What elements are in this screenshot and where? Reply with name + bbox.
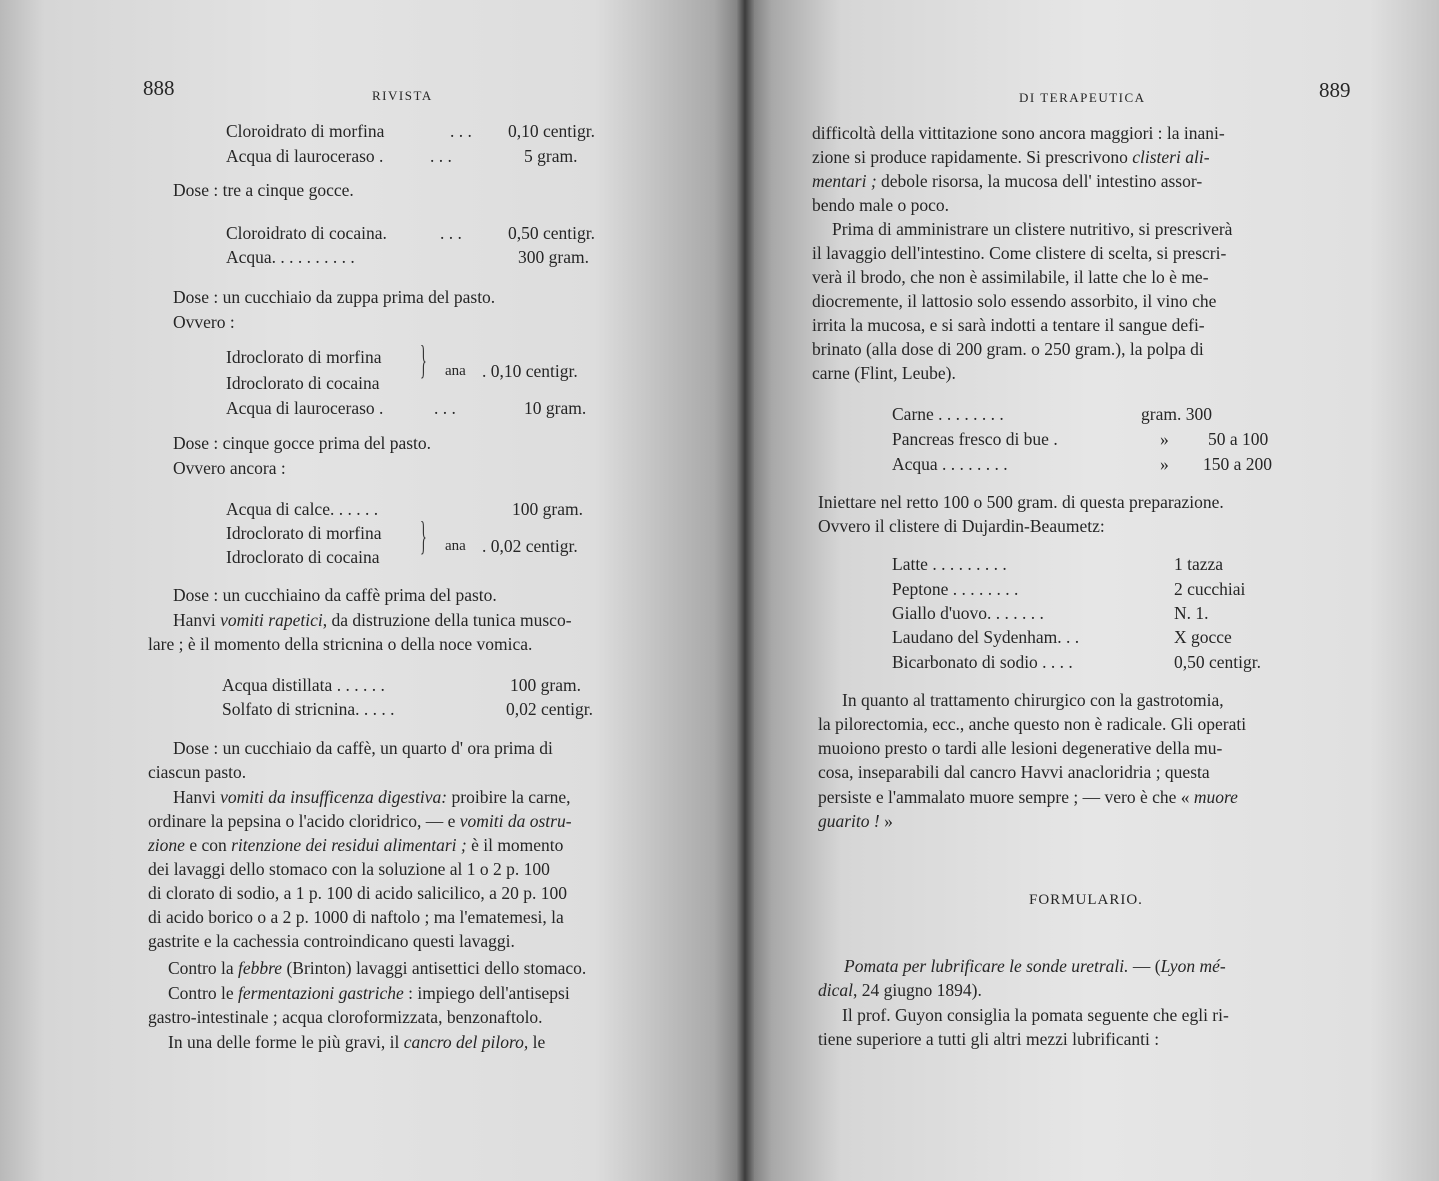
quantity: 0,50 centigr.: [1174, 652, 1261, 672]
text-line: muoiono presto o tardi alle lesioni degenerative della mu-: [818, 738, 1223, 758]
formula-line: Laudano del Sydenham. . .: [892, 627, 1080, 647]
quantity: 100 gram.: [510, 675, 581, 695]
formula-line: Giallo d'uovo. . . . . . .: [892, 603, 1044, 623]
formula-line: Idroclorato di cocaina: [226, 373, 380, 393]
quantity: 150 a 200: [1203, 454, 1273, 474]
text-line: Ovvero il clistere di Dujardin-Beaumetz:: [818, 516, 1105, 536]
text-line: bendo male o poco.: [812, 195, 950, 215]
quantity: gram. 300: [1141, 404, 1212, 424]
quantity: N. 1.: [1174, 603, 1209, 623]
quantity: 50 a 100: [1208, 429, 1269, 449]
quantity: 1 tazza: [1174, 554, 1224, 574]
right-page: [744, 0, 1439, 1181]
text-line: zione e con ritenzione dei residui alimentari ; è il momento: [148, 835, 564, 855]
text-line: guarito ! »: [818, 811, 893, 831]
text-line: carne (Flint, Leube).: [812, 363, 956, 383]
text-line: la pilorectomia, ecc., anche questo non è radicale. Gli operati: [818, 714, 1247, 734]
quantity: 0,02 centigr.: [506, 699, 593, 719]
quantity: 2 cucchiai: [1174, 579, 1246, 599]
running-head: RIVISTA: [372, 88, 433, 103]
text-line: ordinare la pepsina o l'acido cloridrico, — e vomiti da ostru-: [148, 811, 572, 831]
text-line: il lavaggio dell'intestino. Come clistere di scelta, si prescri-: [812, 243, 1227, 263]
text-line: dical, 24 giugno 1894).: [818, 980, 982, 1000]
formula-line: Acqua distillata . . . . . .: [222, 675, 385, 695]
formula-line: Acqua di lauroceraso .: [226, 146, 384, 166]
quantity: . 0,10 centigr.: [482, 361, 578, 381]
text-line: tiene superiore a tutti gli altri mezzi lubrificanti :: [818, 1029, 1160, 1049]
text-line: gastro-intestinale ; acqua cloroformizzata, benzonaftolo.: [148, 1007, 543, 1027]
text-line: mentari ; debole risorsa, la mucosa dell' intestino assor-: [812, 171, 1203, 191]
formula-line: Solfato di stricnina. . . . .: [222, 699, 395, 719]
quantity: 0,10 centigr.: [508, 121, 595, 141]
quantity: 300 gram.: [518, 247, 589, 267]
ditto-mark: »: [1160, 429, 1169, 449]
page-number: 889: [1319, 78, 1351, 102]
dose-line: Dose : cinque gocce prima del pasto.: [173, 433, 432, 453]
section-title: FORMULARIO.: [1029, 892, 1143, 908]
brace: }: [420, 337, 427, 382]
text-line: Ovvero ancora :: [173, 458, 286, 478]
brace: }: [420, 513, 427, 558]
text-line: In una delle forme le più gravi, il cancro del piloro, le: [168, 1032, 546, 1052]
leader-dots: . . .: [440, 223, 462, 243]
text-line: Hanvi vomiti da insufficenza digestiva: proibire la carne,: [173, 787, 571, 807]
formula-line: Acqua di lauroceraso .: [226, 398, 384, 418]
ana-label: ana: [445, 538, 466, 554]
quantity: X gocce: [1174, 627, 1232, 647]
formula-line: Carne . . . . . . . .: [892, 404, 1004, 424]
quantity: . 0,02 centigr.: [482, 536, 578, 556]
formula-line: Cloroidrato di cocaina.: [226, 223, 387, 243]
text-line: Prima di amministrare un clistere nutritivo, si prescriverà: [832, 219, 1233, 239]
text-line: lare ; è il momento della stricnina o della noce vomica.: [148, 634, 533, 654]
quantity: 100 gram.: [512, 499, 583, 519]
text-line: Pomata per lubrificare le sonde uretrali. — (Lyon mé-: [844, 956, 1226, 976]
text-line: diocremente, il lattosio solo essendo assorbito, il vino che: [812, 291, 1217, 311]
formula-line: Pancreas fresco di bue .: [892, 429, 1058, 449]
running-head: DI TERAPEUTICA: [1019, 90, 1146, 105]
ana-label: ana: [445, 363, 466, 379]
text-line: In quanto al trattamento chirurgico con la gastrotomia,: [842, 690, 1224, 710]
text-line: di clorato di sodio, a 1 p. 100 di acido salicilico, a 20 p. 100: [148, 883, 567, 903]
text-line: Il prof. Guyon consiglia la pomata seguente che egli ri-: [842, 1005, 1229, 1025]
leader-dots: . . .: [434, 398, 456, 418]
formula-line: Idroclorato di morfina: [226, 523, 382, 543]
text-line: difficoltà della vittitazione sono ancora maggiori : la inani-: [812, 123, 1225, 143]
text-line: Hanvi vomiti rapetici, da distruzione della tunica musco-: [173, 610, 572, 630]
text-line: persiste e l'ammalato muore sempre ; — vero è che « muore: [818, 787, 1238, 807]
text-line: zione si produce rapidamente. Si prescrivono clisteri ali-: [812, 147, 1210, 167]
quantity: 0,50 centigr.: [508, 223, 595, 243]
formula-line: Bicarbonato di sodio . . . .: [892, 652, 1073, 672]
text-line: irrita la mucosa, e si sarà indotti a tentare il sangue defi-: [812, 315, 1205, 335]
text-line: brinato (alla dose di 200 gram. o 250 gram.), la polpa di: [812, 339, 1204, 359]
dose-line: Dose : tre a cinque gocce.: [173, 180, 354, 200]
quantity: 10 gram.: [524, 398, 587, 418]
text-line: Contro la febbre (Brinton) lavaggi antisettici dello stomaco.: [168, 958, 587, 978]
formula-line: Acqua di calce. . . . . .: [226, 499, 379, 519]
ditto-mark: »: [1160, 454, 1169, 474]
formula-line: Acqua . . . . . . . .: [892, 454, 1008, 474]
text-line: gastrite e la cachessia controindicano questi lavaggi.: [148, 931, 515, 951]
text-line: dei lavaggi dello stomaco con la soluzione al 1 o 2 p. 100: [148, 859, 550, 879]
leader-dots: . . .: [430, 146, 452, 166]
text-line: Dose : un cucchiaio da caffè, un quarto d' ora prima di: [173, 738, 553, 758]
text-line: ciascun pasto.: [148, 762, 247, 782]
page-number: 888: [143, 76, 175, 100]
text-line: di acido borico o a 2 p. 1000 di naftolo ; ma l'ematemesi, la: [148, 907, 564, 927]
quantity: 5 gram.: [524, 146, 578, 166]
formula-line: Peptone . . . . . . . .: [892, 579, 1019, 599]
text-line: Contro le fermentazioni gastriche : impiego dell'antisepsi: [168, 983, 570, 1003]
leader-dots: . . .: [450, 121, 472, 141]
formula-line: Cloroidrato di morfina: [226, 121, 385, 141]
book-gutter: [736, 0, 754, 1181]
text-line: Iniettare nel retto 100 o 500 gram. di questa preparazione.: [818, 492, 1224, 512]
formula-line: Latte . . . . . . . . .: [892, 554, 1007, 574]
dose-line: Dose : un cucchiaio da zuppa prima del pasto.: [173, 287, 496, 307]
formula-line: Idroclorato di cocaina: [226, 547, 380, 567]
dose-line: Dose : un cucchiaino da caffè prima del pasto.: [173, 585, 497, 605]
formula-line: Acqua. . . . . . . . . .: [226, 247, 355, 267]
formula-line: Idroclorato di morfina: [226, 347, 382, 367]
text-line: verà il brodo, che non è assimilabile, il latte che lo è me-: [812, 267, 1209, 287]
text-line: cosa, inseparabili dal cancro Havvi anacloridria ; questa: [818, 762, 1210, 782]
text-line: Ovvero :: [173, 312, 235, 332]
